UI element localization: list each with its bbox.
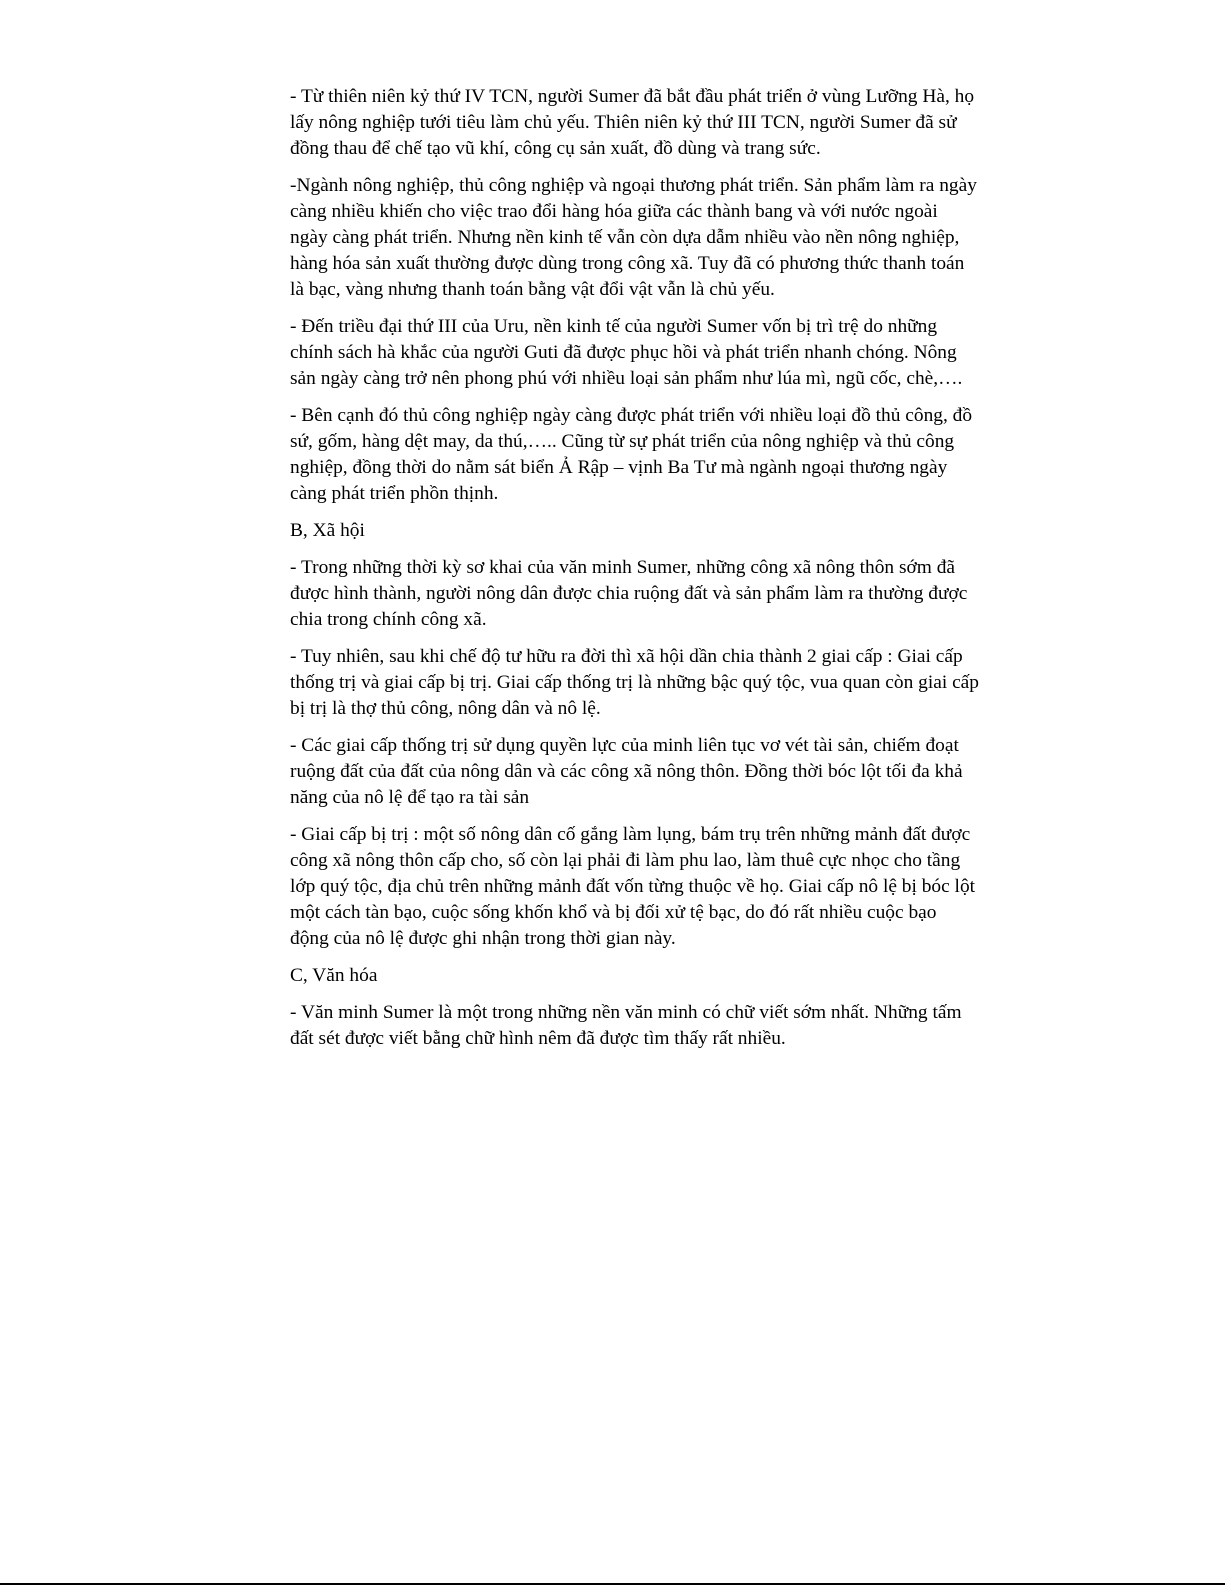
- paragraph-economy-trade: -Ngành nông nghiệp, thủ công nghiệp và ngoại thương phát triển. Sản phẩm làm ra ngày càng nhiều khiến cho việc trao đổi hàng hóa giữa các thành bang và với nước ngoài ngày càng phát triển. Nhưng nền kinh tế vẫn còn dựa dẫm nhiều vào nền nông nghiệp, hàng hóa sản xuất thường được dùng trong công xã. Tuy đã có phương thức thanh toán là bạc, vàng nhưng thanh toán bằng vật đổi vật vẫn là chủ yếu.: [290, 175, 977, 300]
- paragraph-society-ruled: - Giai cấp bị trị : một số nông dân cố gắng làm lụng, bám trụ trên những mảnh đất được công xã nông thôn cấp cho, số còn lại phải đi làm phu lao, làm thuê cực nhọc cho tầng lớp quý tộc, địa chủ trên những mảnh đất vốn từng thuộc về họ. Giai cấp nô lệ bị bóc lột một cách tàn bạo, cuộc sống khốn khổ và bị đối xử tệ bạc, do đó rất nhiều cuộc bạo động của nô lệ được ghi nhận trong thời gian này.: [290, 824, 976, 949]
- section-heading-society: B, Xã hội: [290, 520, 365, 541]
- paragraph-society-rulers: - Các giai cấp thống trị sử dụng quyền lực của minh liên tục vơ vét tài sản, chiếm đoạt ruộng đất của đất của nông dân và các công xã nông thôn. Đồng thời bóc lột tối đa khả năng của nô lệ để tạo ra tài sản: [290, 735, 963, 808]
- paragraph-economy-origins: - Từ thiên niên kỷ thứ IV TCN, người Sumer đã bắt đầu phát triển ở vùng Lưỡng Hà, họ lấy nông nghiệp tưới tiêu làm chủ yếu. Thiên niên kỷ thứ III TCN, người Sumer đã sử đồng thau để chế tạo vũ khí, công cụ sản xuất, đồ dùng và trang sức.: [290, 86, 975, 159]
- section-heading-culture: C, Văn hóa: [290, 965, 378, 986]
- document-body: [290, 84, 980, 1063]
- paragraph-society-classes: - Tuy nhiên, sau khi chế độ tư hữu ra đời thì xã hội dần chia thành 2 giai cấp : Giai cấp thống trị và giai cấp bị trị. Giai cấp thống trị là những bậc quý tộc, vua quan còn giai cấp bị trị là thợ thủ công, nông dân và nô lệ.: [290, 646, 979, 719]
- paragraph-culture-writing: - Văn minh Sumer là một trong những nền văn minh có chữ viết sớm nhất. Những tấm đất sét được viết bằng chữ hình nêm đã được tìm thấy rất nhiều.: [290, 1002, 962, 1049]
- paragraph-society-communes: - Trong những thời kỳ sơ khai của văn minh Sumer, những công xã nông thôn sớm đã được hình thành, người nông dân được chia ruộng đất và sản phẩm làm ra thường được chia trong chính công xã.: [290, 557, 968, 630]
- paragraph-economy-uru: - Đến triều đại thứ III của Uru, nền kinh tế của người Sumer vốn bị trì trệ do những chính sách hà khắc của người Guti đã được phục hồi và phát triển nhanh chóng. Nông sản ngày càng trở nên phong phú với nhiều loại sản phẩm như lúa mì, ngũ cốc, chè,….: [290, 316, 963, 389]
- paragraph-economy-crafts: - Bên cạnh đó thủ công nghiệp ngày càng được phát triển với nhiều loại đồ thủ công, đồ sứ, gốm, hàng dệt may, da thú,….. Cũng từ sự phát triển của nông nghiệp và thủ công nghiệp, đồng thời do nằm sát biển Ả Rập – vịnh Ba Tư mà ngành ngoại thương ngày càng phát triển phồn thịnh.: [290, 405, 973, 504]
